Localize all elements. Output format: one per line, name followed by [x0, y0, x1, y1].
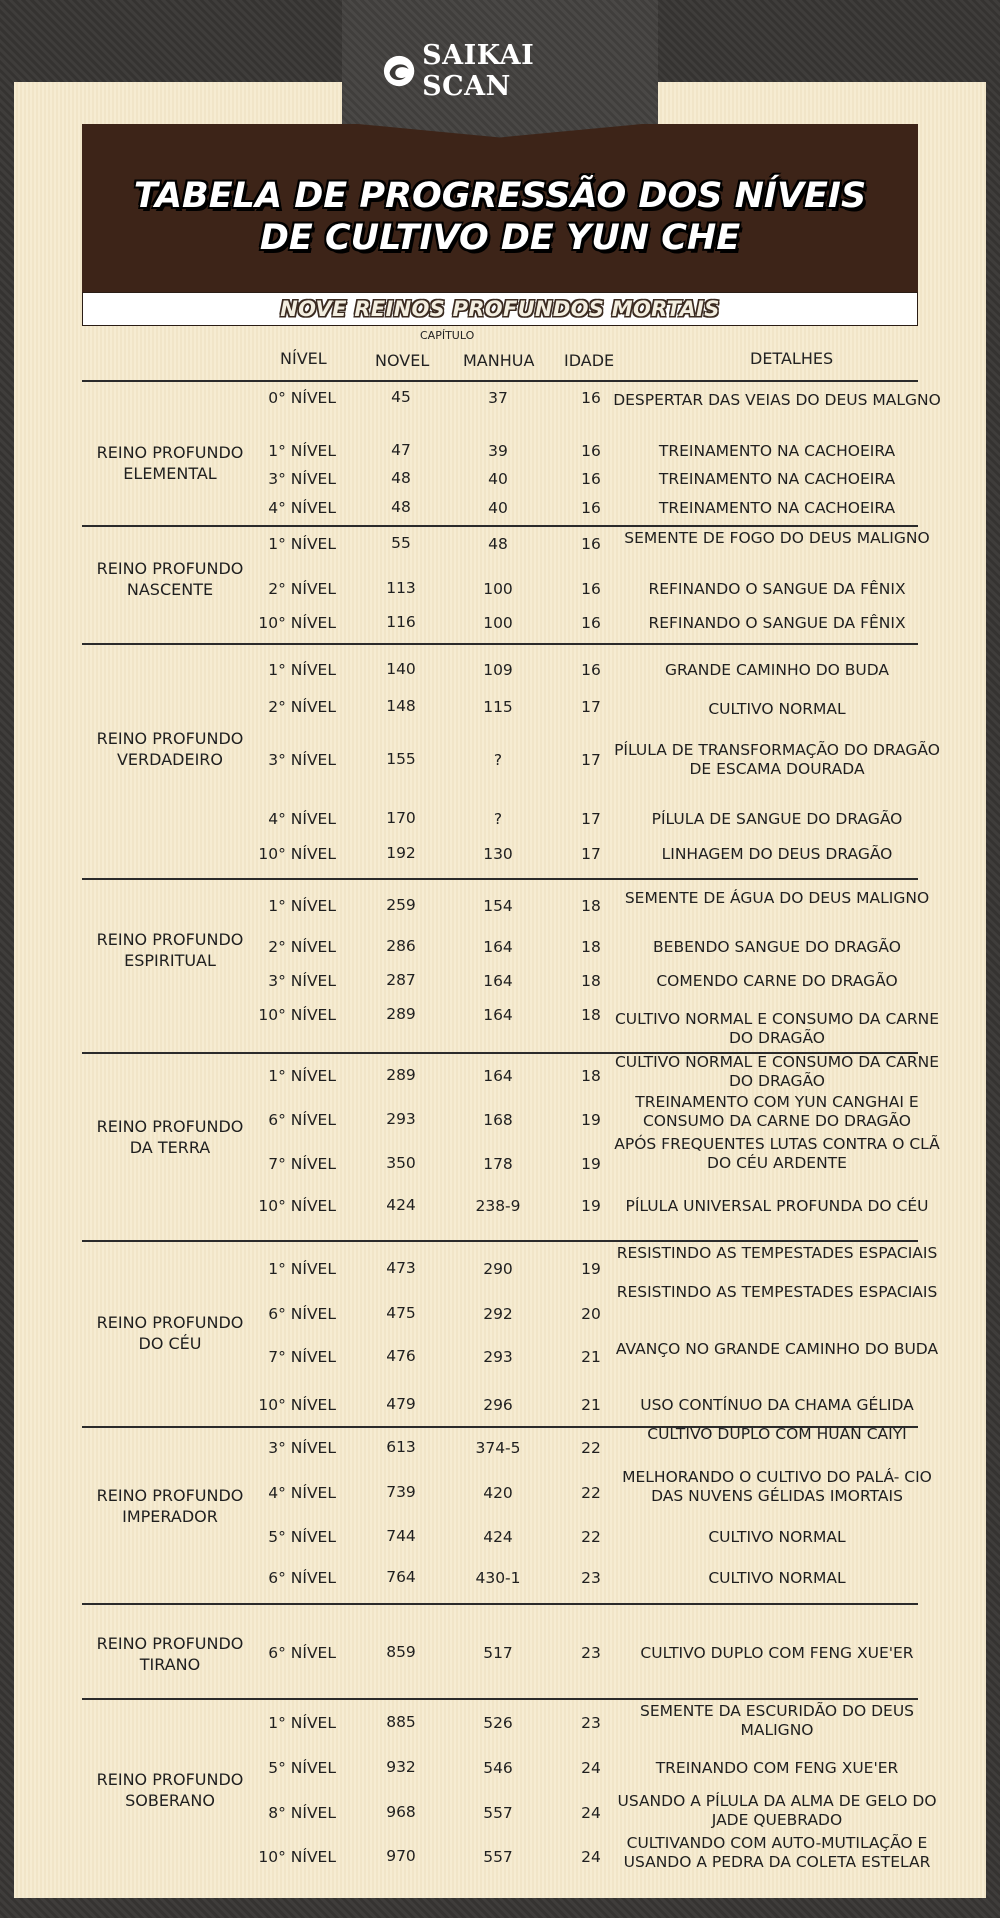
- novel-chapter-cell: 968: [386, 1803, 416, 1821]
- details-cell: TREINAMENTO NA CACHOEIRA: [658, 470, 896, 488]
- age-cell: 21: [581, 1348, 601, 1366]
- age-cell: 21: [581, 1396, 601, 1414]
- details-cell: RESISTINDO AS TEMPESTADES ESPACIAIS: [616, 1244, 938, 1262]
- novel-chapter-cell: 113: [386, 579, 416, 597]
- manhua-chapter-cell: 557: [483, 1848, 513, 1866]
- age-cell: 17: [581, 810, 601, 828]
- level-cell: 1° NÍVEL: [268, 897, 336, 915]
- realm-name: REINO PROFUNDO ESPIRITUAL: [96, 930, 244, 970]
- manhua-chapter-cell: 168: [483, 1111, 513, 1129]
- level-cell: 2° NÍVEL: [268, 938, 336, 956]
- novel-chapter-cell: 140: [386, 660, 416, 678]
- manhua-chapter-cell: 164: [483, 1067, 513, 1085]
- age-cell: 23: [581, 1569, 601, 1587]
- manhua-chapter-cell: 296: [483, 1396, 513, 1414]
- novel-chapter-cell: 475: [386, 1304, 416, 1322]
- age-cell: 19: [581, 1197, 601, 1215]
- realm-name: REINO PROFUNDO SOBERANO: [96, 1770, 244, 1810]
- age-cell: 19: [581, 1111, 601, 1129]
- realm-name: REINO PROFUNDO DA TERRA: [96, 1117, 244, 1157]
- level-cell: 0° NÍVEL: [268, 389, 336, 407]
- age-cell: 24: [581, 1804, 601, 1822]
- details-cell: CULTIVO NORMAL: [708, 1528, 846, 1546]
- novel-chapter-cell: 764: [386, 1568, 416, 1586]
- brand-name: SAIKAI SCAN: [422, 40, 535, 102]
- header-level: NÍVEL: [280, 349, 327, 368]
- novel-chapter-cell: 350: [386, 1154, 416, 1172]
- details-cell: COMENDO CARNE DO DRAGÃO: [656, 972, 898, 990]
- header-chapter: CAPÍTULO: [420, 329, 475, 342]
- manhua-chapter-cell: 48: [488, 535, 508, 553]
- novel-chapter-cell: 55: [391, 534, 411, 552]
- section-divider: [82, 643, 918, 645]
- realm-name: REINO PROFUNDO NASCENTE: [96, 559, 244, 599]
- novel-chapter-cell: 885: [386, 1713, 416, 1731]
- realm-name: REINO PROFUNDO VERDADEIRO: [96, 729, 244, 769]
- manhua-chapter-cell: 293: [483, 1348, 513, 1366]
- level-cell: 7° NÍVEL: [268, 1155, 336, 1173]
- age-cell: 18: [581, 1006, 601, 1024]
- novel-chapter-cell: 479: [386, 1395, 416, 1413]
- level-cell: 1° NÍVEL: [268, 661, 336, 679]
- header-details: DETALHES: [750, 349, 834, 368]
- section-divider: [82, 380, 918, 382]
- novel-chapter-cell: 739: [386, 1483, 416, 1501]
- age-cell: 18: [581, 897, 601, 915]
- manhua-chapter-cell: 109: [483, 661, 513, 679]
- age-cell: 24: [581, 1848, 601, 1866]
- subtitle: NOVE REINOS PROFUNDOS MORTAIS: [280, 297, 720, 321]
- manhua-chapter-cell: 424: [483, 1528, 513, 1546]
- details-cell: GRANDE CAMINHO DO BUDA: [664, 661, 890, 679]
- age-cell: 23: [581, 1644, 601, 1662]
- section-divider: [82, 1240, 918, 1242]
- age-cell: 16: [581, 499, 601, 517]
- manhua-chapter-cell: 526: [483, 1714, 513, 1732]
- details-cell: CULTIVO NORMAL: [708, 700, 846, 718]
- details-cell: TREINAMENTO NA CACHOEIRA: [658, 499, 896, 517]
- novel-chapter-cell: 148: [386, 697, 416, 715]
- realm-name: REINO PROFUNDO DO CÉU: [96, 1313, 244, 1353]
- level-cell: 2° NÍVEL: [268, 580, 336, 598]
- novel-chapter-cell: 293: [386, 1110, 416, 1128]
- level-cell: 4° NÍVEL: [268, 499, 336, 517]
- age-cell: 16: [581, 389, 601, 407]
- section-divider: [82, 878, 918, 880]
- novel-chapter-cell: 744: [386, 1527, 416, 1545]
- header-age: IDADE: [564, 351, 615, 370]
- novel-chapter-cell: 170: [386, 809, 416, 827]
- manhua-chapter-cell: 374-5: [475, 1439, 521, 1457]
- novel-chapter-cell: 476: [386, 1347, 416, 1365]
- manhua-chapter-cell: 292: [483, 1305, 513, 1323]
- manhua-chapter-cell: 115: [483, 698, 513, 716]
- manhua-chapter-cell: 430-1: [475, 1569, 521, 1587]
- title-line-2: DE CULTIVO DE YUN CHE: [259, 218, 741, 258]
- age-cell: 19: [581, 1155, 601, 1173]
- manhua-chapter-cell: 164: [483, 1006, 513, 1024]
- level-cell: 6° NÍVEL: [268, 1569, 336, 1587]
- novel-chapter-cell: 287: [386, 971, 416, 989]
- level-cell: 10° NÍVEL: [258, 1197, 336, 1215]
- novel-chapter-cell: 259: [386, 896, 416, 914]
- saikai-scan-logo: [382, 40, 622, 102]
- details-cell: PÍLULA DE TRANSFORMAÇÃO DO DRAGÃO DE ESCAMA DOURADA: [614, 741, 940, 778]
- novel-chapter-cell: 473: [386, 1259, 416, 1277]
- manhua-chapter-cell: 100: [483, 614, 513, 632]
- age-cell: 22: [581, 1484, 601, 1502]
- details-cell: AVANÇO NO GRANDE CAMINHO DO BUDA: [615, 1340, 939, 1358]
- manhua-chapter-cell: 517: [483, 1644, 513, 1662]
- manhua-chapter-cell: 40: [488, 499, 508, 517]
- details-cell: SEMENTE DA ESCURIDÃO DO DEUS MALIGNO: [639, 1702, 914, 1739]
- manhua-chapter-cell: 557: [483, 1804, 513, 1822]
- novel-chapter-cell: 116: [386, 613, 416, 631]
- details-cell: MELHORANDO O CULTIVO DO PALÁ- CIO DAS NUVENS GÉLIDAS IMORTAIS: [622, 1468, 932, 1505]
- details-cell: TREINANDO COM FENG XUE'ER: [655, 1759, 899, 1777]
- novel-chapter-cell: 424: [386, 1196, 416, 1214]
- manhua-chapter-cell: 164: [483, 972, 513, 990]
- details-cell: LINHAGEM DO DEUS DRAGÃO: [661, 845, 893, 863]
- level-cell: 10° NÍVEL: [258, 845, 336, 863]
- page-title: [82, 175, 918, 259]
- age-cell: 16: [581, 442, 601, 460]
- level-cell: 10° NÍVEL: [258, 614, 336, 632]
- novel-chapter-cell: 155: [386, 750, 416, 768]
- age-cell: 24: [581, 1759, 601, 1777]
- manhua-chapter-cell: 40: [488, 470, 508, 488]
- level-cell: 6° NÍVEL: [268, 1644, 336, 1662]
- level-cell: 8° NÍVEL: [268, 1804, 336, 1822]
- level-cell: 1° NÍVEL: [268, 1714, 336, 1732]
- novel-chapter-cell: 45: [391, 388, 411, 406]
- level-cell: 1° NÍVEL: [268, 535, 336, 553]
- manhua-chapter-cell: 178: [483, 1155, 513, 1173]
- age-cell: 16: [581, 614, 601, 632]
- level-cell: 10° NÍVEL: [258, 1848, 336, 1866]
- level-cell: 6° NÍVEL: [268, 1305, 336, 1323]
- manhua-chapter-cell: 154: [483, 897, 513, 915]
- age-cell: 17: [581, 698, 601, 716]
- details-cell: PÍLULA DE SANGUE DO DRAGÃO: [651, 810, 903, 828]
- level-cell: 5° NÍVEL: [268, 1759, 336, 1777]
- details-cell: TREINAMENTO COM YUN CANGHAI E CONSUMO DA CARNE DO DRAGÃO: [635, 1093, 919, 1130]
- level-cell: 10° NÍVEL: [258, 1006, 336, 1024]
- novel-chapter-cell: 48: [391, 469, 411, 487]
- novel-chapter-cell: 286: [386, 937, 416, 955]
- realm-name: REINO PROFUNDO ELEMENTAL: [96, 443, 244, 483]
- novel-chapter-cell: 859: [386, 1643, 416, 1661]
- novel-chapter-cell: 192: [386, 844, 416, 862]
- details-cell: DESPERTAR DAS VEIAS DO DEUS MALGNO: [613, 391, 941, 409]
- manhua-chapter-cell: 290: [483, 1260, 513, 1278]
- age-cell: 16: [581, 470, 601, 488]
- age-cell: 18: [581, 1067, 601, 1085]
- realm-name: REINO PROFUNDO TIRANO: [96, 1634, 244, 1674]
- manhua-chapter-cell: ?: [493, 751, 503, 769]
- level-cell: 2° NÍVEL: [268, 698, 336, 716]
- section-divider: [82, 1698, 918, 1700]
- novel-chapter-cell: 289: [386, 1005, 416, 1023]
- age-cell: 18: [581, 938, 601, 956]
- age-cell: 23: [581, 1714, 601, 1732]
- details-cell: CULTIVO DUPLO COM FENG XUE'ER: [640, 1644, 914, 1662]
- details-cell: USO CONTÍNUO DA CHAMA GÉLIDA: [640, 1396, 914, 1414]
- details-cell: CULTIVO NORMAL E CONSUMO DA CARNE DO DRAGÃO: [614, 1010, 940, 1047]
- level-cell: 6° NÍVEL: [268, 1111, 336, 1129]
- details-cell: CULTIVANDO COM AUTO-MUTILAÇÃO E USANDO A PEDRA DA COLETA ESTELAR: [623, 1834, 931, 1871]
- age-cell: 22: [581, 1439, 601, 1457]
- age-cell: 19: [581, 1260, 601, 1278]
- novel-chapter-cell: 970: [386, 1847, 416, 1865]
- header-novel: NOVEL: [375, 351, 430, 370]
- manhua-chapter-cell: 39: [488, 442, 508, 460]
- level-cell: 1° NÍVEL: [268, 1067, 336, 1085]
- level-cell: 3° NÍVEL: [268, 470, 336, 488]
- details-cell: SEMENTE DE ÁGUA DO DEUS MALIGNO: [624, 889, 930, 907]
- age-cell: 17: [581, 845, 601, 863]
- details-cell: REFINANDO O SANGUE DA FÊNIX: [648, 614, 906, 632]
- details-cell: CULTIVO DUPLO COM HUAN CAIYI: [647, 1425, 907, 1443]
- novel-chapter-cell: 47: [391, 441, 411, 459]
- level-cell: 1° NÍVEL: [268, 442, 336, 460]
- details-cell: APÓS FREQUENTES LUTAS CONTRA O CLÃ DO CÉU ARDENTE: [614, 1135, 940, 1172]
- level-cell: 3° NÍVEL: [268, 972, 336, 990]
- level-cell: 7° NÍVEL: [268, 1348, 336, 1366]
- age-cell: 16: [581, 661, 601, 679]
- section-divider: [82, 1603, 918, 1605]
- header-manhua: MANHUA: [463, 351, 535, 370]
- level-cell: 10° NÍVEL: [258, 1396, 336, 1414]
- manhua-chapter-cell: 238-9: [475, 1197, 521, 1215]
- manhua-chapter-cell: 420: [483, 1484, 513, 1502]
- realm-name: REINO PROFUNDO IMPERADOR: [96, 1486, 244, 1526]
- age-cell: 17: [581, 751, 601, 769]
- manhua-chapter-cell: 546: [483, 1759, 513, 1777]
- novel-chapter-cell: 289: [386, 1066, 416, 1084]
- age-cell: 22: [581, 1528, 601, 1546]
- details-cell: RESISTINDO AS TEMPESTADES ESPACIAIS: [616, 1283, 938, 1301]
- title-line-1: TABELA DE PROGRESSÃO DOS NÍVEIS: [133, 176, 867, 216]
- details-cell: TREINAMENTO NA CACHOEIRA: [658, 442, 896, 460]
- level-cell: 3° NÍVEL: [268, 751, 336, 769]
- novel-chapter-cell: 613: [386, 1438, 416, 1456]
- details-cell: PÍLULA UNIVERSAL PROFUNDA DO CÉU: [625, 1197, 929, 1215]
- level-cell: 5° NÍVEL: [268, 1528, 336, 1546]
- novel-chapter-cell: 48: [391, 498, 411, 516]
- manhua-chapter-cell: ?: [493, 810, 503, 828]
- age-cell: 16: [581, 580, 601, 598]
- novel-chapter-cell: 932: [386, 1758, 416, 1776]
- level-cell: 1° NÍVEL: [268, 1260, 336, 1278]
- swirl-logo-icon: [382, 53, 416, 89]
- manhua-chapter-cell: 164: [483, 938, 513, 956]
- details-cell: BEBENDO SANGUE DO DRAGÃO: [653, 938, 901, 956]
- level-cell: 4° NÍVEL: [268, 810, 336, 828]
- manhua-chapter-cell: 37: [488, 389, 508, 407]
- age-cell: 16: [581, 535, 601, 553]
- level-cell: 4° NÍVEL: [268, 1484, 336, 1502]
- manhua-chapter-cell: 130: [483, 845, 513, 863]
- section-divider: [82, 525, 918, 527]
- age-cell: 20: [581, 1305, 601, 1323]
- details-cell: REFINANDO O SANGUE DA FÊNIX: [648, 580, 906, 598]
- details-cell: SEMENTE DE FOGO DO DEUS MALIGNO: [624, 529, 930, 547]
- manhua-chapter-cell: 100: [483, 580, 513, 598]
- subtitle-bar: [82, 292, 918, 326]
- level-cell: 3° NÍVEL: [268, 1439, 336, 1457]
- details-cell: USANDO A PÍLULA DA ALMA DE GELO DO JADE QUEBRADO: [617, 1792, 937, 1829]
- details-cell: CULTIVO NORMAL: [708, 1569, 846, 1587]
- age-cell: 18: [581, 972, 601, 990]
- details-cell: CULTIVO NORMAL E CONSUMO DA CARNE DO DRAGÃO: [614, 1053, 940, 1090]
